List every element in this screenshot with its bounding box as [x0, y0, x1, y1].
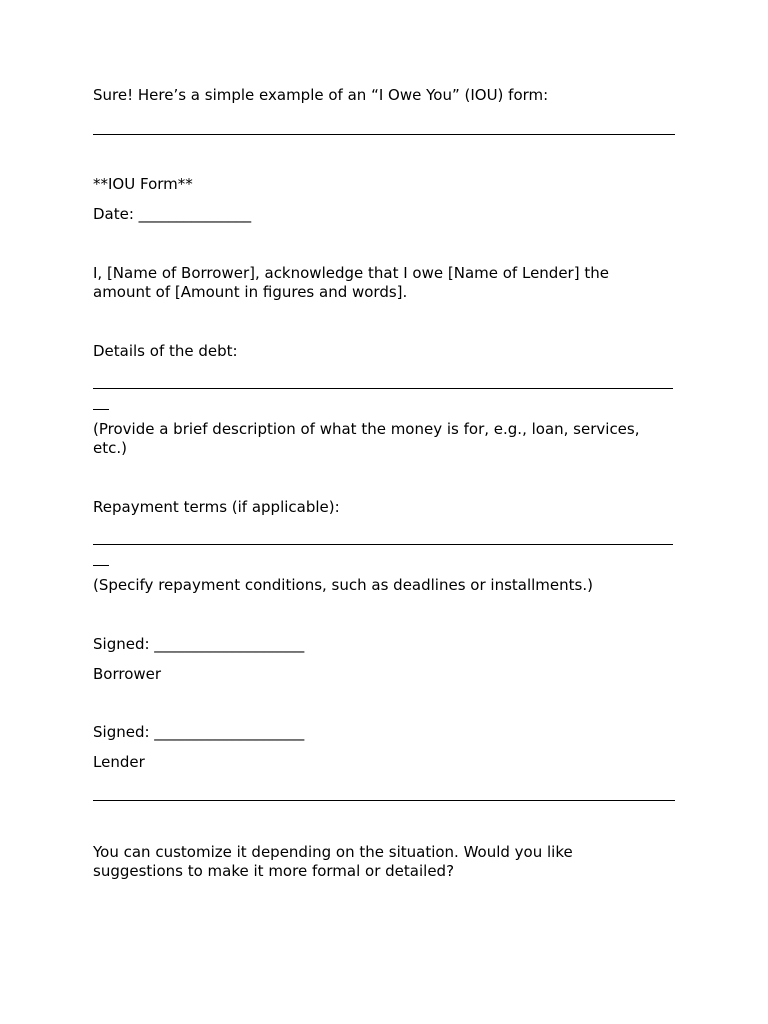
- closing-line-2: suggestions to make it more formal or detailed?: [93, 862, 455, 880]
- acknowledgment-line-1: I, [Name of Borrower], acknowledge that I owe [Name of Lender] the: [93, 264, 609, 282]
- intro-text: Sure! Here’s a simple example of an “I Owe You” (IOU) form:: [93, 86, 549, 104]
- repayment-blank-line-wrap: [93, 565, 109, 566]
- repayment-blank-line: [93, 544, 673, 545]
- divider-top: [93, 134, 675, 135]
- details-hint-line-2: etc.): [93, 439, 127, 457]
- acknowledgment-line-2: amount of [Amount in figures and words].: [93, 283, 408, 301]
- borrower-signature-line: Signed: ____________________: [93, 635, 305, 653]
- repayment-label: Repayment terms (if applicable):: [93, 498, 340, 516]
- form-title: **IOU Form**: [93, 175, 193, 193]
- details-blank-line: [93, 388, 673, 389]
- document-page: [93, 0, 683, 1024]
- date-line: Date: _______________: [93, 205, 252, 223]
- lender-label: Lender: [93, 753, 145, 771]
- borrower-label: Borrower: [93, 665, 162, 683]
- details-hint-line-1: (Provide a brief description of what the money is for, e.g., loan, services,: [93, 420, 640, 438]
- divider-bottom: [93, 800, 675, 801]
- details-label: Details of the debt:: [93, 342, 238, 360]
- closing-line-1: You can customize it depending on the situation. Would you like: [93, 843, 573, 861]
- details-blank-line-wrap: [93, 409, 109, 410]
- lender-signature-line: Signed: ____________________: [93, 723, 305, 741]
- repayment-hint: (Specify repayment conditions, such as deadlines or installments.): [93, 576, 593, 594]
